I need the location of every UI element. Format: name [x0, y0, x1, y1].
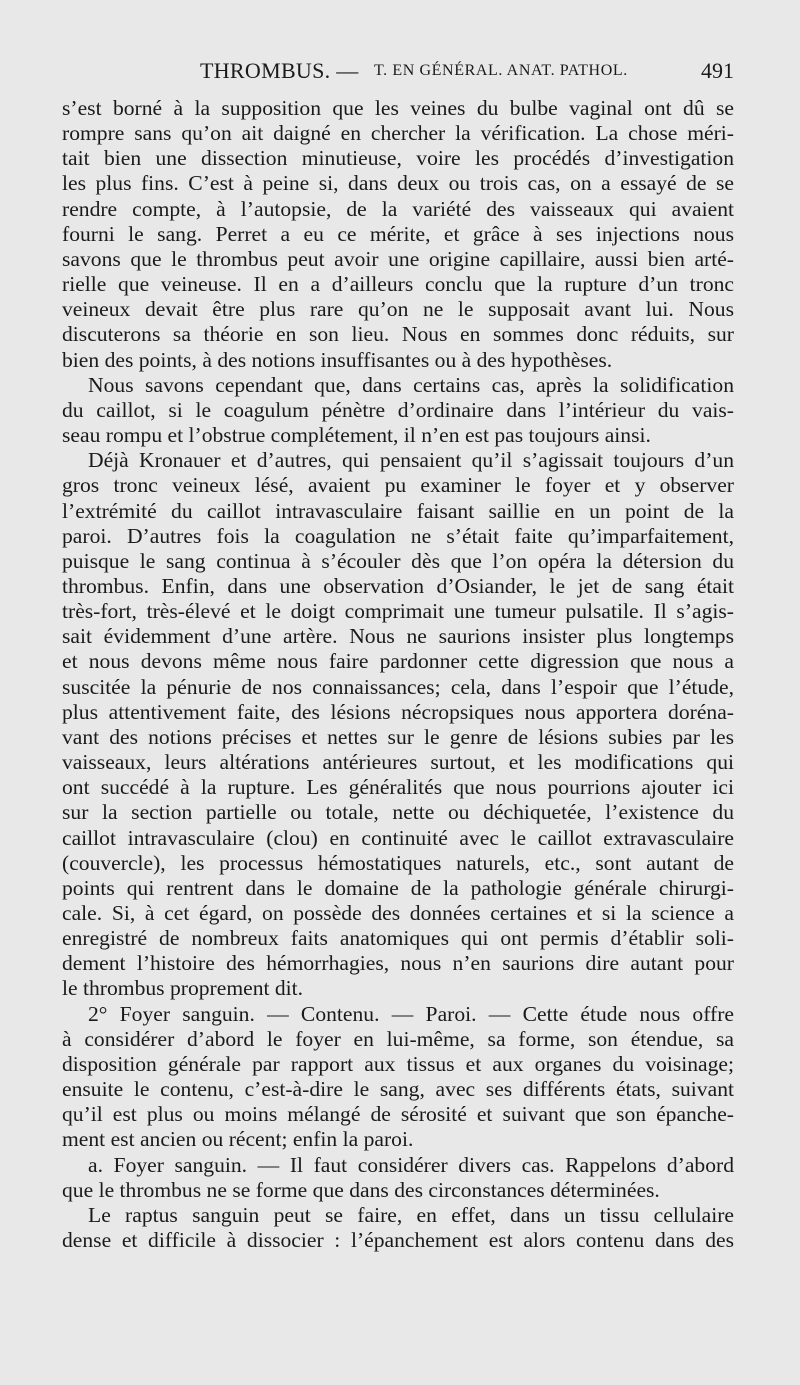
paragraph — [62, 1153, 734, 1203]
text-line: a. Foyer sanguin. — Il faut considérer divers cas. Rappelons d’abord — [88, 1152, 734, 1177]
running-header — [62, 58, 734, 92]
paragraph — [62, 373, 734, 448]
text-line: thrombus. Enfin, dans une observation d’Osiander, le jet de sang était — [62, 573, 734, 598]
text-line: savons que le thrombus peut avoir une origine capillaire, aussi bien arté- — [62, 246, 734, 271]
text-line: vant des notions précises et nettes sur le genre de lésions subies par les — [62, 724, 734, 749]
paragraph — [62, 448, 734, 1001]
text-line: bien des points, à des notions insuffisantes ou à des hypothèses. — [62, 347, 613, 372]
text-line: rielle que veineuse. Il en a d’ailleurs conclu que la rupture d’un tronc — [62, 272, 734, 297]
text-line: très-fort, très-élevé et le doigt comprimait une tumeur pulsatile. Il s’agis- — [62, 599, 734, 624]
text-line: du caillot, si le coagulum pénètre d’ordinaire dans l’intérieur du vais- — [62, 397, 734, 422]
text-line: ont succédé à la rupture. Les généralités que nous pourrions ajouter ici — [62, 775, 734, 800]
text-line: 2° Foyer sanguin. — Contenu. — Paroi. — Cette étude nous offre — [88, 1001, 734, 1026]
text-line: dense et difficile à dissocier : l’épanchement est alors contenu dans des — [62, 1228, 734, 1253]
text-line: sait évidemment d’une artère. Nous ne saurions insister plus longtemps — [62, 624, 734, 649]
text-line: l’extrémité du caillot intravasculaire faisant saillie en un point de la — [62, 498, 734, 523]
text-line: Le raptus sanguin peut se faire, en effet, dans un tissu cellulaire — [88, 1202, 734, 1227]
text-line: dement l’histoire des hémorrhagies, nous n’en saurions dire autant pour — [62, 951, 734, 976]
text-line: à considérer d’abord le foyer en lui-même, sa forme, son étendue, sa — [62, 1026, 734, 1051]
text-line: discuterons sa théorie en son lieu. Nous en sommes donc réduits, sur — [62, 322, 734, 347]
text-line: s’est borné à la supposition que les veines du bulbe vaginal ont dû se — [62, 96, 734, 120]
text-line: (couvercle), les processus hémostatiques naturels, etc., sont autant de — [62, 850, 734, 875]
text-line: veineux devait être plus rare qu’on ne le supposait avant lui. Nous — [62, 297, 734, 322]
paragraph — [62, 96, 734, 373]
text-line: cale. Si, à cet égard, on possède des données certaines et si la science a — [62, 901, 734, 925]
text-line: paroi. D’autres fois la coagulation ne s’était faite qu’imparfaitement, — [62, 523, 734, 548]
text-line: caillot intravasculaire (clou) en continuité avec le caillot extravasculaire — [62, 825, 734, 850]
text-line: enregistré de nombreux faits anatomiques qui ont permis d’établir soli- — [62, 926, 734, 951]
text-line: disposition générale par rapport aux tissus et aux organes du voisinage; — [62, 1051, 734, 1076]
text-line: le thrombus proprement dit. — [62, 976, 304, 1001]
text-line: seau rompu et l’obstrue complétement, il n’en est pas toujours ainsi. — [62, 423, 651, 448]
body-text — [62, 96, 734, 1253]
text-line: Déjà Kronauer et d’autres, qui pensaient qu’il s’agissait toujours d’un — [88, 448, 734, 473]
text-line: et nous devons même nous faire pardonner cette digression que nous a — [62, 649, 734, 674]
text-line: sur la section partielle ou totale, nette ou déchiquetée, l’existence du — [62, 800, 734, 825]
text-line: vaisseaux, leurs altérations antérieures surtout, et les modifications qui — [62, 750, 734, 775]
text-line: rompre sans qu’on ait daigné en chercher la vérification. La chose méri- — [62, 121, 734, 146]
text-line: tait bien une dissection minutieuse, voire les procédés d’investigation — [62, 146, 734, 171]
text-line: points qui rentrent dans le domaine de la pathologie générale chirurgi- — [62, 875, 734, 900]
text-line: plus attentivement faite, des lésions nécropsiques nous apportera doréna- — [62, 699, 734, 724]
paragraph — [62, 1203, 734, 1253]
text-line: ensuite le contenu, c’est-à-dire le sang, avec ses différents états, suivant — [62, 1077, 734, 1102]
paragraph — [62, 1002, 734, 1153]
text-line: Nous savons cependant que, dans certains cas, après la solidification — [88, 372, 734, 397]
text-line: que le thrombus ne se forme que dans des circonstances déterminées. — [62, 1177, 660, 1202]
text-line: suscitée la pénurie de nos connaissances; cela, dans l’espoir que l’étude, — [62, 674, 734, 699]
text-line: rendre compte, à l’autopsie, de la variété des vaisseaux qui avaient — [62, 196, 734, 221]
running-title: THROMBUS. — — [200, 58, 359, 83]
text-line: gros tronc veineux lésé, avaient pu examiner le foyer et y observer — [62, 473, 734, 498]
page-number: 491 — [701, 58, 734, 83]
text-line: qu’il est plus ou moins mélangé de sérosité et suivant que son épanche- — [62, 1102, 734, 1127]
text-line: puisque le sang continua à s’écouler dès que l’on opéra la détersion du — [62, 548, 734, 573]
text-line: ment est ancien ou récent; enfin la paroi. — [62, 1127, 414, 1152]
running-subtitle: T. EN GÉNÉRAL. ANAT. PATHOL. — [374, 62, 628, 79]
text-line: les plus fins. C’est à peine si, dans deux ou trois cas, on a essayé de se — [62, 171, 734, 196]
text-line: fourni le sang. Perret a eu ce mérite, et grâce à ses injections nous — [62, 221, 734, 246]
